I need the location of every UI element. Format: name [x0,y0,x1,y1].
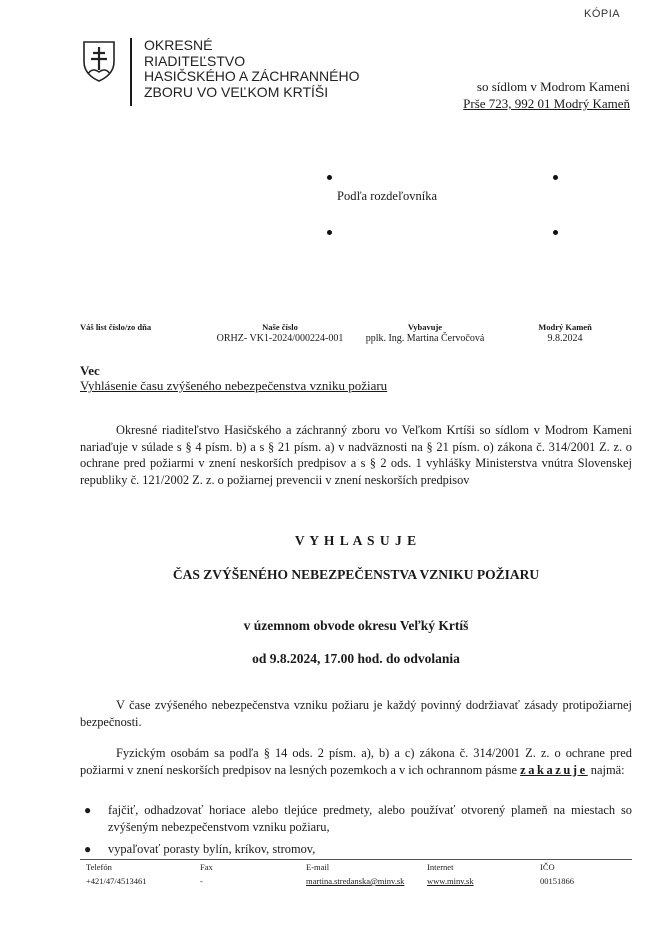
bullet-icon: ● [84,803,92,817]
subject-text: Vyhlásenie času zvýšeného nebezpečenstva vzniku požiaru [80,378,388,393]
email-label: E-mail [306,862,330,872]
organization-name [144,38,360,100]
address-window-mark [553,175,558,180]
fire-safety-paragraph: V čase zvýšeného nebezpečenstva vzniku požiaru je každý povinný dodržiavať zásady protipožiarnej bezpečnosti. [80,698,632,729]
fax-label: Fax [200,862,213,872]
declaration-word: V Y H L A S U J E [294,533,418,548]
ico-label: IČO [540,862,555,872]
our-number-value: ORHZ- VK1-2024/000224-001 [216,333,344,344]
org-line: OKRESNÉ [144,37,213,53]
phone-label: Telefón [86,862,112,872]
handled-by-label: Vybavuje [407,322,443,332]
copy-mark: KÓPIA [584,8,621,20]
date-value: 9.8.2024 [547,333,583,344]
internet-label: Internet [427,862,454,872]
org-line: HASIČSKÉHO A ZÁCHRANNÉHO [144,68,360,84]
declaration-title: ČAS ZVÝŠENÉHO NEBEZPEČENSTVA VZNIKU POŽIARU [172,567,540,582]
prohibition-intro: Fyzickým osobám sa podľa § 14 ods. 2 písm. a), b) a c) zákona č. 314/2001 Z. z. o ochrane pred požiarmi v znení neskorších predpisov na lesných pozemkoch a v ich ochrannom pásme [80,746,632,777]
org-line: RIADITEĽSTVO [144,52,246,69]
declaration-area: v územnom obvode okresu Veľký Krtíš [243,618,469,633]
phone-value: +421/47/4513461 [86,876,147,886]
seat-line: so sídlom v Modrom Kameni [476,79,630,94]
seat-line: Prše 723, 992 01 Modrý Kameň [463,96,630,111]
address-window-mark [327,230,332,235]
header-divider [130,38,132,106]
coat-of-arms-icon [82,40,116,82]
address-window-mark [553,230,558,235]
website-link[interactable]: www.minv.sk [427,876,474,886]
prohibition-paragraph [80,745,632,778]
fax-value: - [200,876,203,886]
handled-by-value: pplk. Ing. Martina Červočová [365,333,485,344]
bullet-item: vypaľovať porasty bylín, kríkov, stromov, [108,842,316,856]
footer-divider [80,859,632,860]
intro-paragraph: Okresné riaditeľstvo Hasičského a záchranný zboru vo Veľkom Krtíši so sídlom v Modrom Kameni nariaďuje v súlade s § 4 písm. b) a s § 21 písm. a) v nadväznosti na § 21 písm. o) zákona č. 314/2001 Z. z. o ochrane pred požiarmi v znení neskorších predpisov a s § 2 ods. 1 vyhlášky Ministerstva vnútra Slovenskej republiky č. 121/2002 Z. z. o požiarnej prevencii v znení neskorších predpisov [80,423,632,487]
prohibition-suffix: najmä: [587,762,625,777]
subject-label: Vec [80,363,100,378]
bullet-icon: ● [84,842,92,856]
email-link[interactable]: martina.stredanska@minv.sk [306,876,405,886]
place-label: Modrý Kameň [538,322,592,332]
org-line: ZBORU VO VEĽKOM KRTÍŠI [144,83,329,100]
recipients: Podľa rozdeľovníka [337,189,438,203]
ico-value: 00151866 [540,876,574,886]
your-letter-label: Váš list číslo/zo dňa [80,322,152,332]
prohibition-keyword: zakazuje [520,762,588,777]
declaration-period: od 9.8.2024, 17.00 hod. do odvolania [252,651,460,666]
our-number-label: Naše číslo [262,322,298,332]
bullet-item: fajčiť, odhadzovať horiace alebo tlejúce predmety, alebo používať otvorený plameň na miestach so zvýšeným nebezpečenstvom vzniku požiaru, [108,803,632,834]
seat-address [440,78,630,112]
address-window-mark [327,175,332,180]
